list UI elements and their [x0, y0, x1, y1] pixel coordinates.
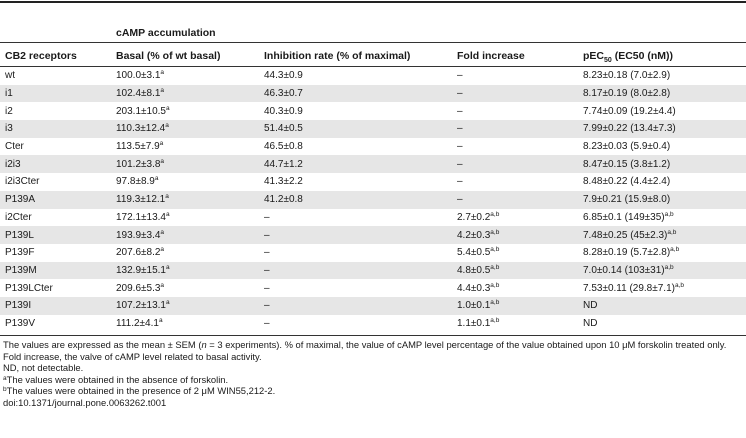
- cell-basal: 172.1±13.4$^a$: [116, 210, 170, 223]
- cell-receptor: wt: [5, 70, 15, 82]
- cell-basal: 97.8±8.9$^a$: [116, 175, 159, 188]
- cell-fold: –: [452, 85, 578, 103]
- cell-fold: –: [457, 176, 463, 188]
- footnote-a: $^a$The values were obtained in the absence of forskolin.: [3, 373, 229, 385]
- cell-receptor: P139M: [0, 262, 111, 280]
- col-header-pec50: pEC$_{50}$ (EC50 (nM)): [583, 50, 674, 65]
- cell-pec50: ND: [583, 317, 598, 329]
- cell-receptor: i2Cter: [5, 211, 32, 223]
- cell-inhibition: –: [264, 282, 270, 294]
- cell-inhibition: 44.3±0.9: [264, 70, 303, 82]
- table-row: [0, 102, 746, 120]
- table-bottom-rule: [0, 335, 746, 336]
- cell-inhibition: 46.5±0.8: [264, 141, 303, 153]
- cell-fold: –: [457, 70, 463, 82]
- cell-inhibition: –: [259, 297, 452, 315]
- note-values: The values are expressed as the mean ± SEM (n = 3 experiments). % of maximal, the value of cAMP level percentage of the value obtained upon 10 μM forskolin treated only. Fold increase, the valve of cAMP level related to basal activity.: [3, 339, 727, 362]
- cell-inhibition: –: [259, 226, 452, 244]
- cell-inhibition: –: [264, 247, 270, 259]
- cell-receptor: Cter: [5, 141, 24, 153]
- cell-receptor: i2: [5, 105, 13, 117]
- col-header-receptor: CB2 receptors: [5, 50, 77, 62]
- table-footnotes: [3, 339, 743, 409]
- cell-receptor: i2i3Cter: [5, 176, 40, 188]
- cell-receptor: P139LCter: [5, 282, 53, 294]
- cell-pec50: 7.0±0.14 $(103\pm 31)^{a,b}$: [578, 262, 746, 280]
- cell-receptor: P139L: [0, 226, 111, 244]
- table-row: [0, 262, 746, 280]
- cell-fold: $1.0\pm 0.1^{a,b}$: [452, 297, 578, 315]
- table-top-rule: [0, 1, 746, 3]
- cell-fold: –: [457, 105, 463, 117]
- cell-pec50: 7.48±0.25 $(45\pm 2.3)^{a,b}$: [578, 226, 746, 244]
- doi: doi:10.1371/journal.pone.0063262.t001: [3, 396, 167, 408]
- table-row: [0, 155, 746, 173]
- table-row: [0, 209, 746, 227]
- table-row: [0, 67, 746, 85]
- cell-inhibition: 46.3±0.7: [259, 85, 452, 103]
- cell-pec50: 6.85±0.1 $(149\pm 35)^{a,b}$: [583, 210, 674, 223]
- cell-receptor: i2i3: [0, 155, 111, 173]
- group-header-camp: cAMP accumulation: [116, 27, 216, 39]
- table-row: [0, 191, 746, 209]
- cell-receptor: i1: [0, 85, 111, 103]
- cell-inhibition: –: [259, 262, 452, 280]
- cell-pec50: 8.17±0.19 (8.0±2.8): [578, 85, 746, 103]
- table-row: [0, 173, 746, 191]
- cell-pec50: 7.74±0.09 (19.2±4.4): [583, 105, 676, 117]
- cell-fold: $5.4\pm 0.5^{a,b}$: [457, 246, 500, 259]
- table-row: [0, 315, 746, 333]
- cell-basal: 107.2±13.1$^a$: [111, 297, 259, 315]
- cell-receptor: i3: [0, 120, 111, 138]
- cell-basal: 207.6±8.2$^a$: [116, 246, 165, 259]
- cell-basal: 209.6±5.3$^a$: [116, 281, 165, 294]
- cell-pec50: 8.48±0.22 (4.4±2.4): [583, 176, 671, 188]
- table-row: [0, 279, 746, 297]
- cell-receptor: P139V: [5, 317, 36, 329]
- cell-fold: $1.1\pm 0.1^{a,b}$: [457, 316, 500, 329]
- cell-basal: 119.3±12.1$^a$: [111, 191, 259, 209]
- cell-receptor: P139F: [5, 247, 35, 259]
- cell-pec50: 7.53±0.11 $(29.8\pm 7.1)^{a,b}$: [583, 281, 685, 294]
- cell-fold: –: [452, 120, 578, 138]
- table-row: [0, 244, 746, 262]
- cell-basal: 132.9±15.1$^a$: [111, 262, 259, 280]
- table-body: [0, 67, 746, 332]
- cell-inhibition: 40.3±0.9: [264, 105, 303, 117]
- cell-inhibition: 51.4±0.5: [259, 120, 452, 138]
- table-row: [0, 297, 746, 315]
- cell-basal: 110.3±12.4$^a$: [111, 120, 259, 138]
- cell-basal: 101.2±3.8$^a$: [111, 155, 259, 173]
- cell-receptor: P139I: [0, 297, 111, 315]
- footnote-b: $^b$The values were obtained in the presence of 2 μM WIN55,212-2.: [3, 385, 276, 397]
- table-row: [0, 226, 746, 244]
- cell-basal: 111.2±4.1$^a$: [116, 316, 163, 329]
- cell-inhibition: 44.7±1.2: [259, 155, 452, 173]
- cell-fold: $2.7\pm 0.2^{a,b}$: [457, 210, 500, 223]
- cell-pec50: 7.99±0.22 (13.4±7.3): [578, 120, 746, 138]
- col-header-inhibition: Inhibition rate (% of maximal): [264, 50, 411, 62]
- cell-pec50: 8.23±0.18 (7.0±2.9): [583, 70, 671, 82]
- cell-basal: 102.4±8.1$^a$: [111, 85, 259, 103]
- table-row: [0, 138, 746, 156]
- col-header-basal: Basal (% of wt basal): [116, 50, 221, 62]
- cell-inhibition: 41.2±0.8: [259, 191, 452, 209]
- cell-basal: 113.5±7.9$^a$: [116, 140, 164, 153]
- cell-basal: 193.9±3.4$^a$: [111, 226, 259, 244]
- cell-pec50: 8.47±0.15 (3.8±1.2): [578, 155, 746, 173]
- cell-fold: $4.2\pm 0.3^{a,b}$: [452, 226, 578, 244]
- table-row: [0, 120, 746, 138]
- cell-fold: –: [452, 191, 578, 209]
- cell-fold: $4.4\pm 0.3^{a,b}$: [457, 281, 500, 294]
- cell-basal: 203.1±10.5$^a$: [116, 104, 170, 117]
- group-header-rule: [0, 42, 746, 43]
- col-header-fold: Fold increase: [457, 50, 525, 62]
- cell-inhibition: –: [264, 211, 270, 223]
- cell-fold: –: [452, 155, 578, 173]
- cell-fold: $4.8\pm 0.5^{a,b}$: [452, 262, 578, 280]
- table-row: [0, 85, 746, 103]
- note-nd: ND, not detectable.: [3, 362, 84, 374]
- cell-inhibition: –: [264, 317, 270, 329]
- cell-receptor: P139A: [0, 191, 111, 209]
- cell-pec50: 8.23±0.03 (5.9±0.4): [583, 141, 671, 153]
- cell-fold: –: [457, 141, 463, 153]
- cell-pec50: ND: [578, 297, 746, 315]
- cell-pec50: 8.28±0.19 $(5.7\pm 2.8)^{a,b}$: [583, 246, 680, 259]
- cell-basal: 100.0±3.1$^a$: [116, 69, 165, 82]
- camp-table: [0, 67, 746, 332]
- cell-pec50: 7.9±0.21 (15.9±8.0): [578, 191, 746, 209]
- cell-inhibition: 41.3±2.2: [264, 176, 303, 188]
